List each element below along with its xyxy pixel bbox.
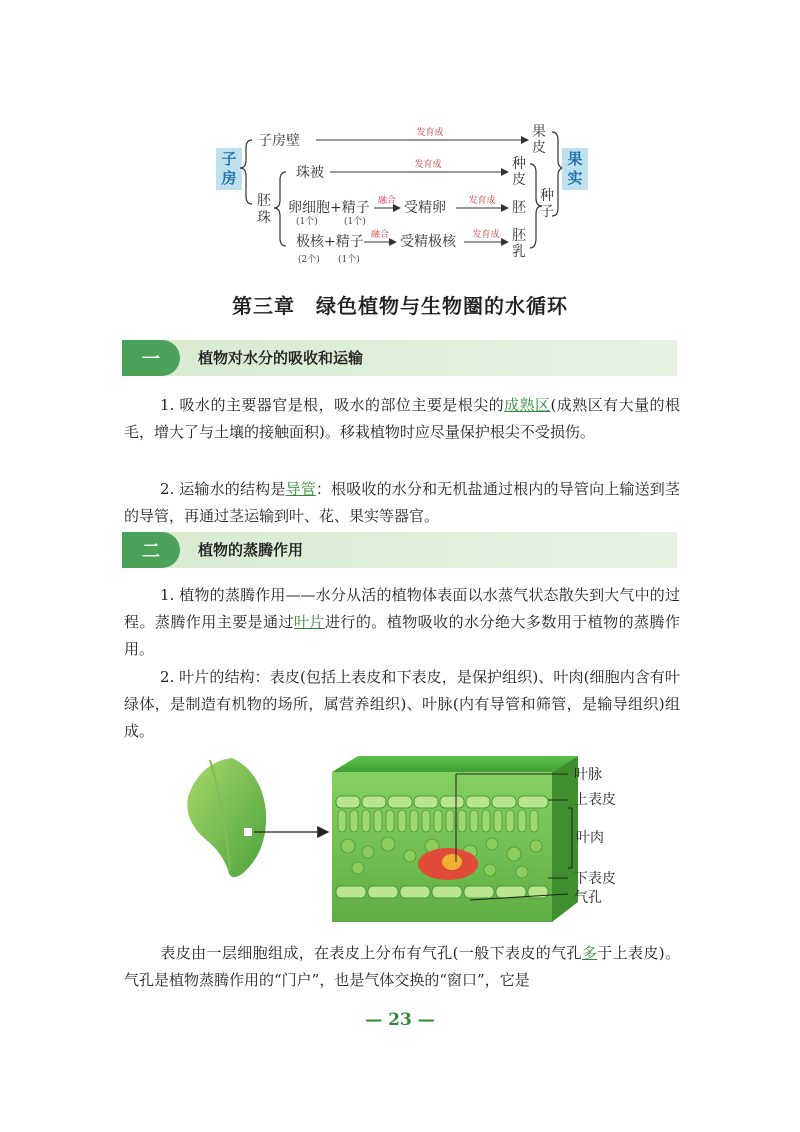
svg-text:发育成: 发育成 (468, 196, 496, 206)
section-title: 植物对水分的吸收和运输 (198, 349, 364, 367)
flower-development-diagram (0, 0, 800, 280)
paragraph-1: 1. 吸水的主要器官是根，吸水的部位主要是根尖的成熟区(成熟区有大量的根毛，增大了与土壤的接触面积)。移栽植物时应尽量保护根尖不受损伤。 (124, 396, 680, 441)
label-mesophyll: 叶肉 (576, 830, 604, 846)
leaf-icon (187, 758, 266, 877)
paragraph-5: 表皮由一层细胞组成，在表皮上分布有气孔(一般下表皮的气孔多于上表皮)。气孔是植物蒸腾作用的“门户”，也是气体交换的“窗口”，它是 (124, 944, 680, 989)
pericarp-top: 果 (532, 124, 546, 140)
endosperm-top: 胚 (512, 228, 526, 244)
ovule-top: 胚 (257, 193, 271, 209)
seed-top: 种 (540, 188, 554, 204)
chapter-title: 第三章 绿色植物与生物圈的水循环 (232, 294, 568, 318)
paragraph-4: 2. 叶片的结构：表皮(包括上表皮和下表皮，是保护组织)、叶肉(细胞内含有叶绿体，是制造有机物的场所，属营养组织)、叶脉(内有导管和筛管，是输导组织)组成。 (124, 668, 680, 740)
section-header-2 (122, 532, 677, 568)
highlight-term: 成熟区 (504, 396, 551, 414)
paragraph-2: 2. 运输水的结构是导管：根吸收的水分和无机盐通过根内的导管向上输送到茎的导管，再通过茎运输到叶、花、果实等器官。 (124, 480, 680, 525)
embryo: 胚 (512, 200, 526, 216)
polar-nuclei: 极核+精子 (296, 234, 364, 250)
svg-text:(1个): (1个) (296, 217, 318, 227)
section-number: 二 (122, 532, 180, 568)
svg-text:融合: 融合 (377, 196, 397, 206)
ovary-label-top: 子 (221, 150, 237, 168)
svg-text:(1个): (1个) (344, 217, 366, 227)
label-lower-epidermis: 下表皮 (574, 871, 616, 887)
highlight-term: 叶片 (294, 613, 325, 631)
svg-text:发育成: 发育成 (416, 128, 444, 138)
ovary-label-bottom: 房 (221, 169, 237, 187)
label-upper-epidermis: 上表皮 (574, 792, 616, 808)
ovule-bottom: 珠 (257, 210, 271, 226)
fruit-bottom: 实 (567, 169, 583, 187)
highlight-term: 多 (581, 944, 598, 962)
fertilized-egg: 受精卵 (404, 200, 446, 216)
integument: 珠被 (296, 165, 324, 181)
page-number: — 23 — (365, 1010, 435, 1030)
pericarp-bottom: 皮 (532, 140, 546, 156)
section-number: 一 (122, 340, 180, 376)
egg-cell: 卵细胞+精子 (288, 200, 370, 216)
leaf-structure-figure (170, 752, 650, 937)
svg-text:(2个): (2个) (298, 255, 320, 265)
seed-bottom: 子 (540, 204, 554, 220)
svg-text:发育成: 发育成 (472, 230, 500, 240)
seed-coat-top: 种 (512, 156, 526, 172)
section-header-1 (122, 340, 677, 376)
fruit-top: 果 (567, 150, 583, 168)
label-stoma: 气孔 (574, 890, 602, 906)
svg-text:发育成: 发育成 (414, 160, 442, 170)
paragraph-3: 1. 植物的蒸腾作用——水分从活的植物体表面以水蒸气状态散失到大气中的过程。蒸腾作用主要是通过叶片进行的。植物吸收的水分绝大多数用于植物的蒸腾作用。 (124, 586, 680, 658)
highlight-term: 导管 (285, 480, 316, 498)
fertilized-polar: 受精极核 (400, 234, 456, 250)
ovary-wall: 子房壁 (258, 133, 300, 149)
section-title: 植物的蒸腾作用 (198, 541, 304, 559)
svg-text:(1个): (1个) (338, 255, 360, 265)
seed-coat-bottom: 皮 (512, 172, 526, 188)
endosperm-bottom: 乳 (512, 244, 526, 260)
label-vein: 叶脉 (574, 767, 602, 783)
svg-text:融合: 融合 (370, 230, 390, 240)
